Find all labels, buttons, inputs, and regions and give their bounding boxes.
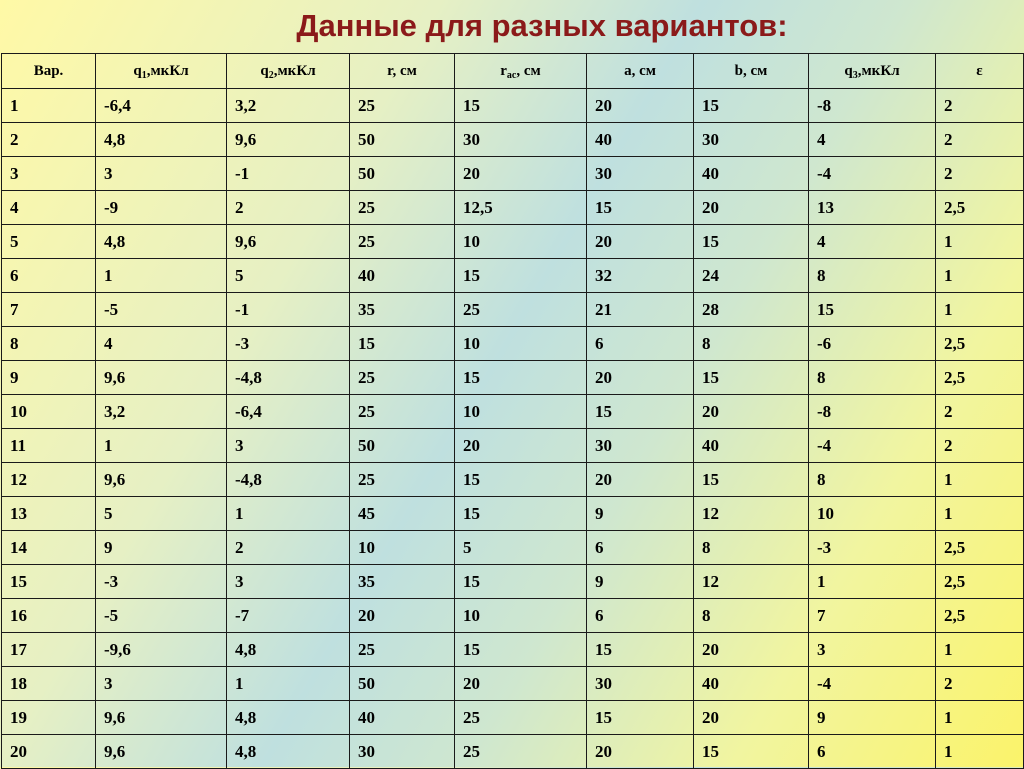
column-header-epsilon: ε [936, 54, 1024, 89]
cell-r: 25 [350, 395, 455, 429]
cell-variant: 20 [2, 735, 96, 769]
cell-a: 40 [587, 123, 694, 157]
cell-b: 20 [694, 701, 809, 735]
table-row [2, 395, 1024, 429]
cell-r: 25 [350, 633, 455, 667]
cell-r: 30 [350, 735, 455, 769]
cell-q3: -4 [809, 157, 936, 191]
cell-epsilon: 2 [936, 157, 1024, 191]
cell-rac: 30 [455, 123, 587, 157]
cell-epsilon: 1 [936, 259, 1024, 293]
cell-rac: 25 [455, 735, 587, 769]
cell-r: 25 [350, 89, 455, 123]
cell-q1: 1 [96, 429, 227, 463]
column-header-q1: $q_1,мкКл$ [96, 54, 227, 89]
cell-epsilon: 1 [936, 463, 1024, 497]
cell-variant: 7 [2, 293, 96, 327]
cell-b: 12 [694, 565, 809, 599]
cell-rac: 20 [455, 157, 587, 191]
cell-r: 40 [350, 259, 455, 293]
cell-epsilon: 1 [936, 497, 1024, 531]
cell-a: 15 [587, 191, 694, 225]
cell-q3: 3 [809, 633, 936, 667]
table-row [2, 667, 1024, 701]
cell-variant: 19 [2, 701, 96, 735]
cell-q1: 9,6 [96, 701, 227, 735]
cell-r: 50 [350, 157, 455, 191]
cell-variant: 9 [2, 361, 96, 395]
cell-b: 12 [694, 497, 809, 531]
cell-q1: 3 [96, 157, 227, 191]
cell-rac: 15 [455, 463, 587, 497]
cell-rac: 12,5 [455, 191, 587, 225]
cell-r: 20 [350, 599, 455, 633]
variants-table [1, 53, 1024, 769]
cell-b: 30 [694, 123, 809, 157]
cell-r: 50 [350, 429, 455, 463]
column-header-rac: $r_{ac}$, см [455, 54, 587, 89]
cell-q1: -5 [96, 599, 227, 633]
cell-b: 40 [694, 429, 809, 463]
column-header-b: b, см [694, 54, 809, 89]
cell-rac: 25 [455, 701, 587, 735]
cell-r: 25 [350, 191, 455, 225]
cell-a: 30 [587, 429, 694, 463]
cell-a: 20 [587, 361, 694, 395]
cell-b: 40 [694, 667, 809, 701]
cell-rac: 20 [455, 667, 587, 701]
column-header-variant: Вар. [2, 54, 96, 89]
cell-q3: -8 [809, 395, 936, 429]
table-row [2, 701, 1024, 735]
table-row [2, 565, 1024, 599]
cell-q3: 1 [809, 565, 936, 599]
cell-a: 20 [587, 89, 694, 123]
cell-rac: 10 [455, 327, 587, 361]
cell-q3: -6 [809, 327, 936, 361]
cell-q3: 8 [809, 361, 936, 395]
cell-b: 20 [694, 191, 809, 225]
cell-variant: 14 [2, 531, 96, 565]
cell-r: 50 [350, 123, 455, 157]
slide-title: Данные для разных вариантов: [296, 8, 788, 43]
cell-variant: 2 [2, 123, 96, 157]
cell-q1: -9 [96, 191, 227, 225]
cell-q1: 5 [96, 497, 227, 531]
cell-rac: 15 [455, 259, 587, 293]
cell-epsilon: 2,5 [936, 327, 1024, 361]
cell-q2: 5 [227, 259, 350, 293]
table-row [2, 429, 1024, 463]
cell-b: 15 [694, 89, 809, 123]
cell-q3: -4 [809, 667, 936, 701]
cell-epsilon: 2 [936, 123, 1024, 157]
cell-variant: 8 [2, 327, 96, 361]
cell-q2: 2 [227, 531, 350, 565]
cell-q3: -4 [809, 429, 936, 463]
cell-r: 35 [350, 293, 455, 327]
cell-r: 25 [350, 463, 455, 497]
cell-q3: 8 [809, 463, 936, 497]
cell-a: 15 [587, 395, 694, 429]
cell-a: 6 [587, 531, 694, 565]
cell-r: 50 [350, 667, 455, 701]
cell-a: 6 [587, 599, 694, 633]
cell-q1: 1 [96, 259, 227, 293]
cell-q3: 4 [809, 123, 936, 157]
cell-variant: 11 [2, 429, 96, 463]
cell-epsilon: 2 [936, 667, 1024, 701]
cell-q2: 4,8 [227, 633, 350, 667]
cell-variant: 17 [2, 633, 96, 667]
cell-q3: 7 [809, 599, 936, 633]
column-header-r: r, см [350, 54, 455, 89]
cell-b: 15 [694, 361, 809, 395]
cell-b: 15 [694, 225, 809, 259]
cell-variant: 18 [2, 667, 96, 701]
cell-epsilon: 2,5 [936, 599, 1024, 633]
cell-b: 8 [694, 531, 809, 565]
cell-rac: 15 [455, 89, 587, 123]
cell-b: 20 [694, 633, 809, 667]
cell-q2: -1 [227, 157, 350, 191]
cell-epsilon: 2,5 [936, 565, 1024, 599]
table-row [2, 123, 1024, 157]
cell-rac: 10 [455, 225, 587, 259]
cell-q2: -3 [227, 327, 350, 361]
cell-q3: 6 [809, 735, 936, 769]
cell-q1: -3 [96, 565, 227, 599]
cell-a: 15 [587, 633, 694, 667]
table-row [2, 599, 1024, 633]
cell-q2: 2 [227, 191, 350, 225]
cell-epsilon: 2 [936, 89, 1024, 123]
cell-r: 35 [350, 565, 455, 599]
table-row [2, 293, 1024, 327]
cell-q1: 9 [96, 531, 227, 565]
cell-epsilon: 2,5 [936, 531, 1024, 565]
cell-q2: -7 [227, 599, 350, 633]
table-row [2, 89, 1024, 123]
cell-b: 15 [694, 735, 809, 769]
cell-epsilon: 1 [936, 293, 1024, 327]
column-header-q2: $q_2,мкКл$ [227, 54, 350, 89]
cell-q2: 4,8 [227, 701, 350, 735]
table-row [2, 735, 1024, 769]
cell-a: 32 [587, 259, 694, 293]
cell-epsilon: 1 [936, 225, 1024, 259]
cell-a: 20 [587, 463, 694, 497]
cell-epsilon: 2,5 [936, 191, 1024, 225]
cell-q3: 9 [809, 701, 936, 735]
cell-variant: 12 [2, 463, 96, 497]
cell-rac: 10 [455, 599, 587, 633]
cell-q2: -4,8 [227, 361, 350, 395]
cell-rac: 10 [455, 395, 587, 429]
table-row [2, 157, 1024, 191]
cell-q2: 9,6 [227, 225, 350, 259]
cell-variant: 4 [2, 191, 96, 225]
cell-q2: -1 [227, 293, 350, 327]
cell-variant: 3 [2, 157, 96, 191]
cell-b: 24 [694, 259, 809, 293]
cell-rac: 15 [455, 497, 587, 531]
cell-q2: -6,4 [227, 395, 350, 429]
table-row [2, 191, 1024, 225]
cell-q3: 8 [809, 259, 936, 293]
table-row [2, 497, 1024, 531]
cell-rac: 15 [455, 565, 587, 599]
cell-q1: 3 [96, 667, 227, 701]
table-row [2, 225, 1024, 259]
cell-q2: 9,6 [227, 123, 350, 157]
cell-epsilon: 1 [936, 701, 1024, 735]
cell-epsilon: 1 [936, 735, 1024, 769]
cell-a: 30 [587, 667, 694, 701]
cell-rac: 15 [455, 633, 587, 667]
cell-a: 21 [587, 293, 694, 327]
column-header-a: a, см [587, 54, 694, 89]
cell-variant: 6 [2, 259, 96, 293]
cell-variant: 15 [2, 565, 96, 599]
cell-q2: 3 [227, 565, 350, 599]
cell-b: 28 [694, 293, 809, 327]
cell-rac: 25 [455, 293, 587, 327]
cell-q2: 1 [227, 667, 350, 701]
cell-b: 8 [694, 327, 809, 361]
cell-rac: 15 [455, 361, 587, 395]
cell-rac: 5 [455, 531, 587, 565]
cell-r: 25 [350, 361, 455, 395]
cell-r: 15 [350, 327, 455, 361]
table-row [2, 327, 1024, 361]
cell-a: 15 [587, 701, 694, 735]
cell-q1: 9,6 [96, 463, 227, 497]
cell-rac: 20 [455, 429, 587, 463]
column-header-q3: $q_3,мкКл$ [809, 54, 936, 89]
cell-q2: -4,8 [227, 463, 350, 497]
cell-b: 8 [694, 599, 809, 633]
cell-a: 6 [587, 327, 694, 361]
cell-a: 9 [587, 565, 694, 599]
cell-epsilon: 1 [936, 633, 1024, 667]
cell-variant: 16 [2, 599, 96, 633]
table-row [2, 361, 1024, 395]
header-row [2, 54, 1024, 89]
cell-b: 40 [694, 157, 809, 191]
cell-q1: -5 [96, 293, 227, 327]
cell-q2: 3,2 [227, 89, 350, 123]
cell-q2: 3 [227, 429, 350, 463]
cell-q1: -6,4 [96, 89, 227, 123]
cell-q3: 13 [809, 191, 936, 225]
cell-variant: 10 [2, 395, 96, 429]
cell-variant: 1 [2, 89, 96, 123]
cell-r: 45 [350, 497, 455, 531]
table-row [2, 633, 1024, 667]
table-row [2, 463, 1024, 497]
cell-q1: 9,6 [96, 735, 227, 769]
cell-r: 25 [350, 225, 455, 259]
cell-a: 20 [587, 225, 694, 259]
cell-q3: 15 [809, 293, 936, 327]
cell-epsilon: 2,5 [936, 361, 1024, 395]
cell-q1: 3,2 [96, 395, 227, 429]
cell-q1: -9,6 [96, 633, 227, 667]
cell-variant: 13 [2, 497, 96, 531]
cell-a: 9 [587, 497, 694, 531]
cell-q1: 4,8 [96, 225, 227, 259]
cell-q1: 4 [96, 327, 227, 361]
table-row [2, 259, 1024, 293]
cell-q3: 10 [809, 497, 936, 531]
cell-epsilon: 2 [936, 429, 1024, 463]
cell-variant: 5 [2, 225, 96, 259]
cell-q3: -8 [809, 89, 936, 123]
table-body [2, 89, 1024, 769]
cell-epsilon: 2 [936, 395, 1024, 429]
cell-q3: 4 [809, 225, 936, 259]
cell-a: 30 [587, 157, 694, 191]
cell-q2: 1 [227, 497, 350, 531]
cell-r: 40 [350, 701, 455, 735]
table-row [2, 531, 1024, 565]
cell-r: 10 [350, 531, 455, 565]
cell-q1: 4,8 [96, 123, 227, 157]
cell-q3: -3 [809, 531, 936, 565]
cell-a: 20 [587, 735, 694, 769]
cell-q1: 9,6 [96, 361, 227, 395]
cell-q2: 4,8 [227, 735, 350, 769]
cell-b: 20 [694, 395, 809, 429]
cell-b: 15 [694, 463, 809, 497]
